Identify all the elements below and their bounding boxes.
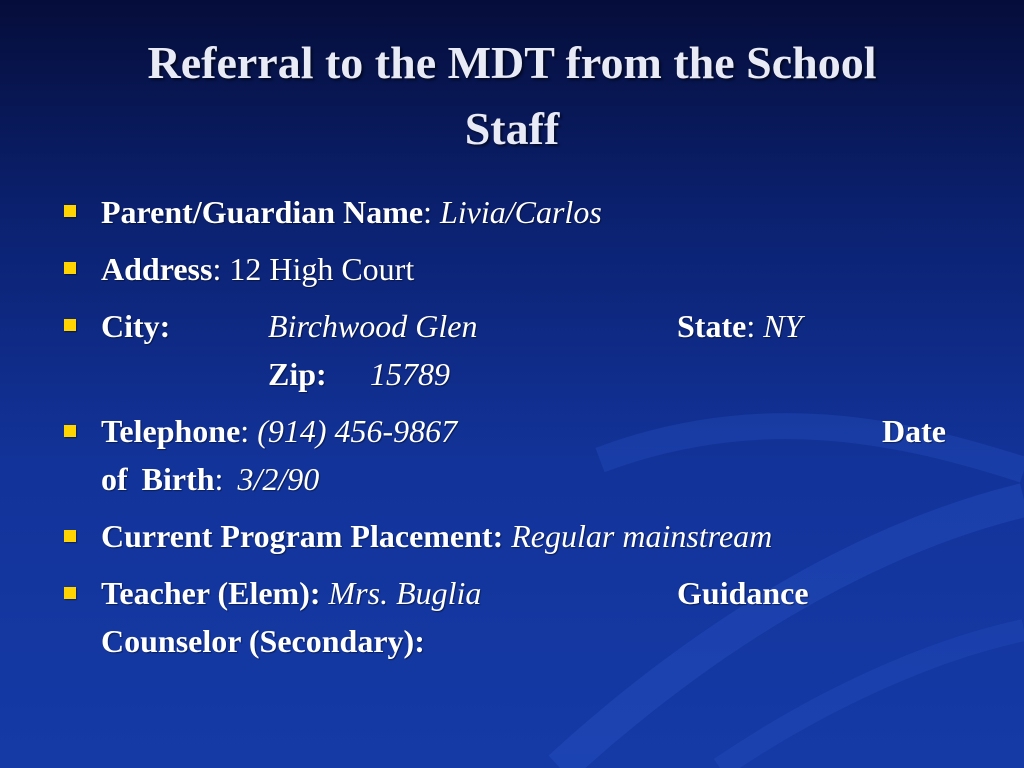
state-separator: : <box>746 308 764 344</box>
parent-guardian-value: Livia/Carlos <box>439 194 602 230</box>
address-value: 12 High Court <box>229 251 415 287</box>
parent-guardian-separator: : <box>423 194 440 230</box>
city-value: Birchwood Glen <box>268 308 478 344</box>
bullet-square-icon <box>64 319 76 331</box>
telephone-value: (914) 456-9867 <box>257 413 458 449</box>
bullet-square-icon <box>64 530 76 542</box>
zip-value: 15789 <box>370 356 450 392</box>
parent-guardian-label: Parent/Guardian Name <box>101 194 424 230</box>
list-item-address <box>101 250 414 288</box>
placement-value: Regular mainstream <box>511 518 773 554</box>
dob-separator: : <box>214 461 238 497</box>
guidance-label-part-1: Guidance <box>677 575 809 611</box>
list-item-program-placement <box>101 517 772 555</box>
dob-value: 3/2/90 <box>237 461 320 497</box>
state-value: NY <box>763 308 803 344</box>
list-item-state <box>677 307 802 345</box>
list-item-teacher <box>101 574 481 612</box>
placement-label: Current Program Placement: <box>101 518 504 554</box>
bullet-square-icon <box>64 587 76 599</box>
zip-label: Zip: <box>268 356 327 392</box>
address-separator: : <box>212 251 230 287</box>
telephone-separator: : <box>240 413 258 449</box>
guidance-label-part-2: Counselor (Secondary): <box>101 623 425 659</box>
address-label: Address <box>101 251 213 287</box>
slide-title-line-2: Staff <box>464 103 560 154</box>
dob-label-part-1: Date <box>882 413 946 449</box>
list-item-date-of-birth <box>101 460 319 498</box>
bullet-square-icon <box>64 205 76 217</box>
bullet-square-icon <box>64 425 76 437</box>
state-label: State <box>677 308 747 344</box>
slide-title-line-1: Referral to the MDT from the School <box>147 37 877 88</box>
list-item-telephone <box>101 412 457 450</box>
bullet-square-icon <box>64 262 76 274</box>
telephone-label: Telephone <box>101 413 241 449</box>
list-item-parent-guardian <box>101 193 602 231</box>
teacher-label: Teacher (Elem): <box>101 575 321 611</box>
dob-label-part-2: of Birth <box>101 461 215 497</box>
teacher-value: Mrs. Buglia <box>328 575 482 611</box>
city-label: City: <box>101 308 171 344</box>
